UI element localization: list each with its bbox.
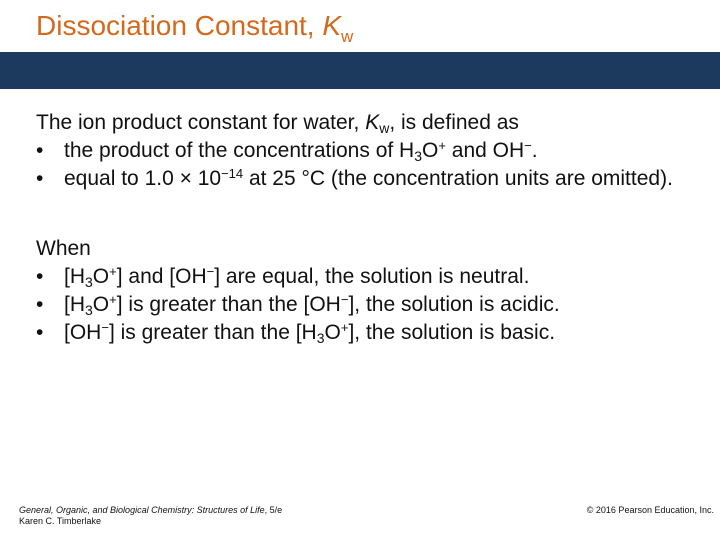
title-subscript: w (341, 27, 354, 46)
bullet-text: O (324, 321, 341, 344)
bullet-text: O (92, 265, 110, 288)
bullet-text: [H (64, 265, 85, 288)
intro-k: K (365, 111, 380, 134)
bullet-text: O (92, 293, 110, 316)
superscript: − (340, 292, 349, 307)
slide-title (36, 6, 353, 46)
bullet-icon: • (36, 265, 44, 288)
footer-edition: , 5/e (264, 505, 283, 515)
bullet-product (36, 137, 696, 165)
subscript: 3 (85, 274, 93, 290)
bullet-acidic (36, 291, 696, 319)
bullet-text: and OH (445, 139, 525, 162)
bullet-text: ] is greater than the [OH (116, 293, 341, 316)
superscript: + (109, 264, 117, 279)
subscript: 3 (85, 302, 93, 318)
superscript: − (206, 264, 215, 279)
superscript: + (109, 292, 117, 307)
superscript: −14 (221, 166, 244, 181)
superscript: − (524, 138, 532, 153)
bullet-icon: • (36, 321, 44, 344)
bullet-text: ] and [OH (116, 265, 207, 288)
bullet-text: ], the solution is basic. (348, 321, 556, 344)
bullet-basic (36, 319, 696, 347)
intro-subscript: w (379, 120, 390, 136)
bullet-text: O (422, 139, 439, 162)
bullet-value (36, 165, 696, 193)
spacer (36, 193, 696, 235)
bullet-text: [H (64, 293, 85, 316)
when-heading: When (36, 237, 91, 260)
intro-text-end: , is defined as (389, 111, 519, 134)
subscript: 3 (414, 148, 423, 164)
footer-citation (19, 505, 282, 527)
footer-copyright: © 2016 Pearson Education, Inc. (586, 505, 714, 515)
bullet-text: equal to 1.0 × 10 (64, 167, 222, 190)
title-k: K (322, 10, 342, 41)
bullet-neutral (36, 263, 696, 291)
superscript: − (101, 320, 109, 335)
footer-book-title: General, Organic, and Biological Chemistry: Structures of Life (19, 505, 265, 515)
footer-author: Karen C. Timberlake (19, 516, 102, 526)
bullet-text: the product of the concentrations of H (64, 139, 415, 162)
bullet-text: . (531, 139, 538, 162)
superscript: + (438, 138, 446, 153)
bullet-text: [OH (64, 321, 102, 344)
title-text: Dissociation Constant, (36, 10, 323, 41)
slide-body (36, 109, 696, 347)
bullet-text: ] are equal, the solution is neutral. (214, 265, 530, 288)
bullet-icon: • (36, 293, 44, 316)
intro-paragraph (36, 109, 696, 137)
subscript: 3 (316, 330, 325, 346)
superscript: + (340, 320, 349, 335)
bullet-text: ] is greater than the [H (108, 321, 317, 344)
bullet-icon: • (36, 167, 44, 190)
bullet-text: at 25 °C (the concentration units are omitted). (243, 167, 673, 190)
intro-text: The ion product constant for water, (36, 111, 366, 134)
bullet-icon: • (36, 139, 44, 162)
title-band (0, 52, 720, 89)
bullet-text: ], the solution is acidic. (348, 293, 560, 316)
